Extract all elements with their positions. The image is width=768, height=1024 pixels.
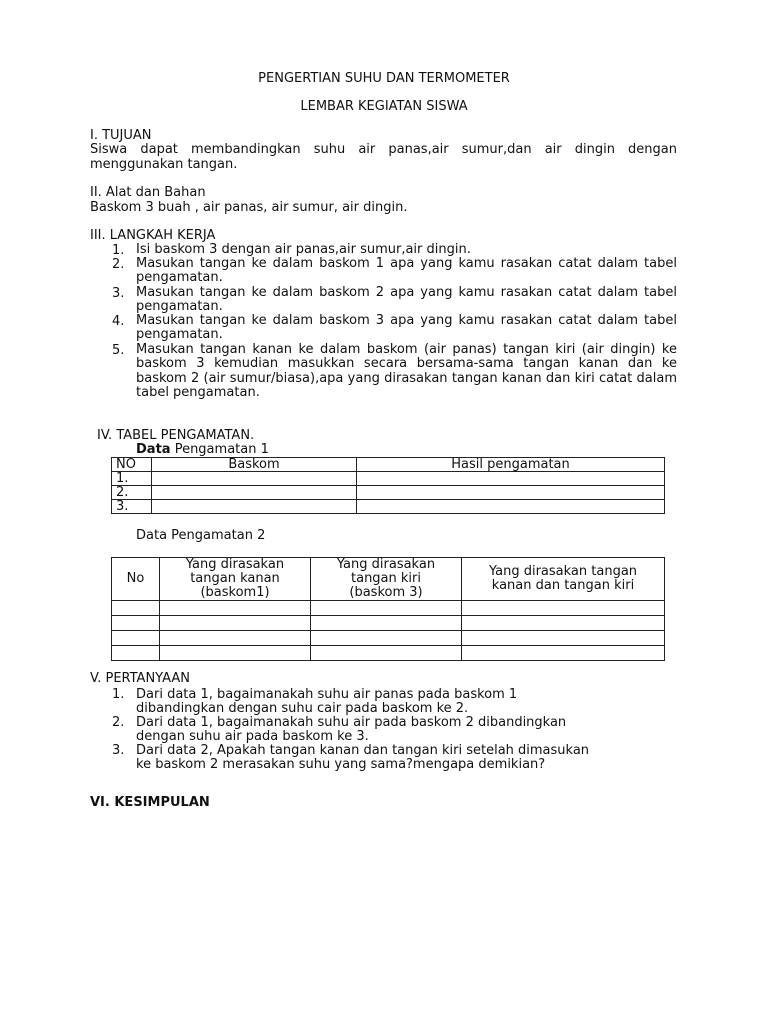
- section-heading-kesimpulan: VI. KESIMPULAN: [90, 795, 210, 810]
- table-cell[interactable]: [462, 646, 665, 661]
- list-number: 2.: [112, 715, 125, 730]
- table-header: Yang dirasakan tangan kanan dan tangan kiri: [462, 558, 665, 601]
- table-header: No: [112, 558, 160, 601]
- table-cell[interactable]: [462, 601, 665, 616]
- table-row: [112, 472, 665, 486]
- table-cell[interactable]: [152, 472, 357, 486]
- table-cell[interactable]: [152, 500, 357, 514]
- list-number: 4.: [112, 314, 125, 329]
- table-row: [112, 631, 665, 646]
- list-number: 3.: [112, 743, 125, 758]
- table-header: Hasil pengamatan: [357, 458, 665, 472]
- data1-label-rest: Pengamatan 1: [170, 442, 269, 457]
- table-cell[interactable]: [152, 486, 357, 500]
- step-text: Masukan tangan ke dalam baskom 1 apa yang kamu rasakan catat dalam tabel pengamatan.: [136, 256, 677, 286]
- table-cell[interactable]: [311, 601, 462, 616]
- observation-table-1: [111, 457, 665, 514]
- data2-label: Data Pengamatan 2: [136, 528, 266, 543]
- section-heading-alat: II. Alat dan Bahan: [90, 185, 206, 200]
- list-number: 1.: [112, 687, 125, 702]
- section-heading-pertanyaan: V. PERTANYAAN: [90, 671, 190, 686]
- list-number: 3.: [112, 286, 125, 301]
- table-cell[interactable]: [311, 631, 462, 646]
- step-text: Masukan tangan ke dalam baskom 2 apa yang kamu rasakan catat dalam tabel pengamatan.: [136, 285, 677, 315]
- table-row: [112, 486, 665, 500]
- table-cell[interactable]: [160, 616, 311, 631]
- question-text: dibandingkan dengan suhu cair pada baskom ke 2.: [136, 701, 469, 716]
- table-cell[interactable]: [311, 616, 462, 631]
- step-text: Isi baskom 3 dengan air panas,air sumur,air dingin.: [136, 242, 471, 257]
- list-number: 1.: [112, 243, 125, 258]
- table-header: Yang dirasakan tangan kiri (baskom 3): [311, 558, 462, 601]
- table-cell[interactable]: [462, 616, 665, 631]
- table-cell[interactable]: [160, 646, 311, 661]
- table-cell[interactable]: [357, 500, 665, 514]
- section-heading-langkah: III. LANGKAH KERJA: [90, 228, 216, 243]
- table-cell: 2.: [112, 486, 152, 500]
- page-subtitle: LEMBAR KEGIATAN SISWA: [300, 99, 468, 114]
- question-text: dengan suhu air pada baskom ke 3.: [136, 729, 369, 744]
- table-row: [112, 601, 665, 616]
- table-cell[interactable]: [357, 486, 665, 500]
- step-text: Masukan tangan ke dalam baskom 3 apa yang kamu rasakan catat dalam tabel pengamatan.: [136, 313, 677, 343]
- table-row: [112, 616, 665, 631]
- table-row: [112, 500, 665, 514]
- table-cell: 1.: [112, 472, 152, 486]
- table-row: [112, 646, 665, 661]
- step-text: Masukan tangan kanan ke dalam baskom (air panas) tangan kiri (air dingin) ke baskom 3 kemudian masukkan secara bersama-sama tangan kanan dan ke baskom 2 (air sumur/biasa),apa yang dirasakan tangan kanan dan kiri catat dalam tabel pengamatan.: [136, 342, 677, 401]
- table-cell[interactable]: [462, 631, 665, 646]
- data1-label: [136, 443, 269, 457]
- table-header: Yang dirasakan tangan kanan (baskom1): [160, 558, 311, 601]
- table-cell: 3.: [112, 500, 152, 514]
- data1-label-bold: Data: [136, 442, 171, 457]
- table-cell[interactable]: [160, 601, 311, 616]
- table-cell[interactable]: [160, 631, 311, 646]
- question-text: Dari data 1, bagaimanakah suhu air panas pada baskom 1: [136, 687, 518, 702]
- list-number: 5.: [112, 343, 125, 358]
- question-text: Dari data 2, Apakah tangan kanan dan tangan kiri setelah dimasukan: [136, 743, 590, 758]
- table-cell[interactable]: [357, 472, 665, 486]
- table-header: Baskom: [152, 458, 357, 472]
- question-text: ke baskom 2 merasakan suhu yang sama?mengapa demikian?: [136, 757, 546, 772]
- tujuan-text: Siswa dapat membandingkan suhu air panas,air sumur,dan air dingin dengan menggunakan tangan.: [90, 142, 677, 172]
- section-heading-tabel: IV. TABEL PENGAMATAN.: [97, 428, 255, 443]
- observation-table-2: [111, 557, 665, 661]
- table-cell[interactable]: [311, 646, 462, 661]
- table-cell[interactable]: [112, 601, 160, 616]
- table-cell[interactable]: [112, 616, 160, 631]
- alat-text: Baskom 3 buah , air panas, air sumur, air dingin.: [90, 200, 408, 215]
- section-heading-tujuan: I. TUJUAN: [90, 128, 152, 143]
- table-cell[interactable]: [112, 631, 160, 646]
- table-header: NO: [112, 458, 152, 472]
- table-cell[interactable]: [112, 646, 160, 661]
- page-title: PENGERTIAN SUHU DAN TERMOMETER: [258, 71, 510, 86]
- list-number: 2.: [112, 257, 125, 272]
- question-text: Dari data 1, bagaimanakah suhu air pada baskom 2 dibandingkan: [136, 715, 567, 730]
